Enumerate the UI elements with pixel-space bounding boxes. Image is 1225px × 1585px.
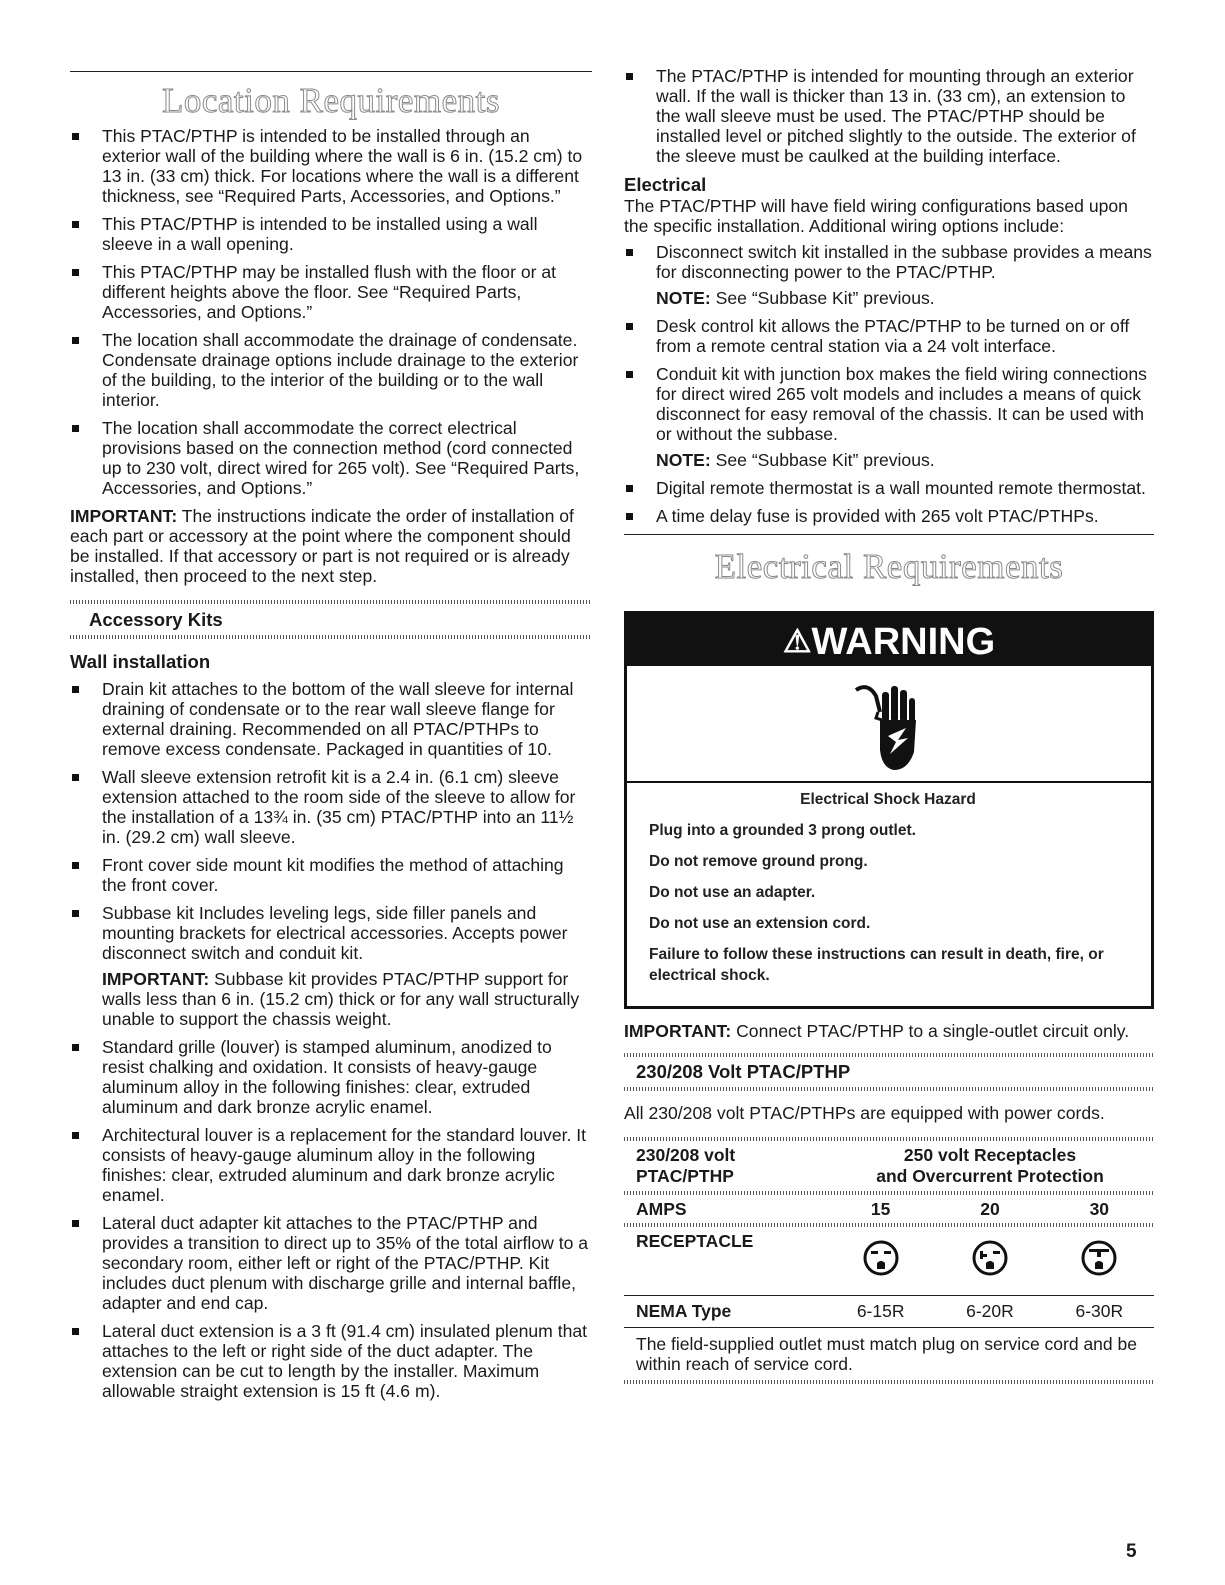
hatch-divider [70,635,592,639]
table-cell: 30 [1089,1198,1110,1219]
receptacle-6-15r-icon [862,1239,900,1277]
bullet-icon [72,425,79,432]
note: NOTE: See “Subbase Kit” previous. [656,288,935,308]
bullet-icon [72,1220,79,1227]
hatch-divider [624,1087,1154,1091]
hand-shock-icon [852,678,922,774]
warning-line: Electrical Shock Hazard [800,791,976,808]
table-cell: 15 [870,1198,891,1219]
list-item: Disconnect switch kit installed in the subbase provides a means for disconnecting power to the PTAC/PTHP. NOTE: See “Subbase Kit” previous. [624,242,1154,308]
kit-bullet-list [70,679,592,1401]
warning-line: Do not use an extension cord. [649,915,871,932]
warning-box [624,611,1154,1009]
bullet-icon [72,337,79,344]
list-item: Lateral duct extension is a 3 ft (91.4 cm) insulated plenum that attaches to the left or right side of the duct adapter. The extension can be cut to length by the installer. Maximum allowable straight extension is 15 ft (4.6 m). [70,1321,592,1401]
warning-header: ⚠WARNING [627,614,1151,666]
shock-hazard-icon [627,666,1151,783]
warning-line: Do not remove ground prong. [649,853,868,870]
section-rule [624,534,1154,535]
top-rule [70,71,592,72]
table-cell: NEMA Type [636,1300,732,1321]
note: NOTE: See “Subbase Kit” previous. [656,450,935,470]
important-paragraph: IMPORTANT: The instructions indicate the order of installation of each part or accessory at the point where the component should be installed. If that accessory or part is not required or is already installed, then proceed to the next step. [70,506,574,586]
bullet-icon [72,1328,79,1335]
table-cell [935,1227,1044,1295]
list-item: This PTAC/PTHP is intended to be installed using a wall sleeve in a wall opening. [70,214,592,254]
receptacle-table [624,1141,1154,1384]
table-row [624,1328,1154,1380]
list-item: The PTAC/PTHP is intended for mounting through an exterior wall. If the wall is thicker than 13 in. (33 cm), an extension to the wall sleeve must be used. The PTAC/PTHP should be installed level or pitched slightly to the outside. The exterior of the sleeve must be caulked at the building interface. [624,66,1154,166]
table-header: 230/208 volt PTAC/PTHP [636,1145,736,1186]
list-item: Lateral duct adapter kit attaches to the PTAC/PTHP and provides a transition to direct up to 35% of the total airflow to a secondary room, either left or right of the PTAC/PTHP. Kit includes duct plenum with discharge grille and internal baffle, adapter and end cap. [70,1213,592,1313]
table-cell: 6-15R [856,1300,905,1321]
list-item: Drain kit attaches to the bottom of the wall sleeve for internal draining of condensate or to the rear wall sleeve flange for external draining. Recommended on all PTAC/PTHPs to remove excess condensate. Packaged in quantities of 10. [70,679,592,759]
list-item: This PTAC/PTHP is intended to be installed through an exterior wall of the building where the wall is 6 in. (15.2 cm) to 13 in. (33 cm) thick. For locations where the wall is a different thickness, see “Required Parts, Accessories, and Options.” [70,126,592,206]
bullet-icon [626,73,633,80]
location-bullet-list [70,126,592,498]
list-item: Wall sleeve extension retrofit kit is a 2.4 in. (6.1 cm) sleeve extension attached to the room side of the sleeve to allow for the installation of a 13¾ in. (35 cm) PTAC/PTHP into an 11½ in. (29.2 cm) wall sleeve. [70,767,592,847]
bullet-icon [72,269,79,276]
table-cell: 20 [980,1198,1000,1219]
list-item: The location shall accommodate the correct electrical provisions based on the connection method (cord connected up to 230 volt, direct wired for 265 volt). See “Required Parts, Accessories, and Options.” [70,418,592,498]
table-header: 250 volt Receptacles and Overcurrent Protection [876,1145,1104,1186]
warning-text [627,783,1151,1006]
volt-heading: 230/208 Volt PTAC/PTHP [636,1061,851,1082]
important-paragraph: IMPORTANT: Connect PTAC/PTHP to a single-outlet circuit only. [624,1021,1130,1041]
electrical-requirements-title: Electrical Requirements [714,547,1064,586]
location-requirements-title: Location Requirements [161,81,501,120]
electrical-heading: Electrical [624,174,707,195]
table-footnote: The field-supplied outlet must match plug on service cord and be within reach of service cord. [636,1334,1137,1374]
bullet-icon [72,221,79,228]
list-item: Desk control kit allows the PTAC/PTHP to be turned on or off from a remote central station via a 24 volt interface. [624,316,1154,356]
list-item: Conduit kit with junction box makes the field wiring connections for direct wired 265 volt models and includes a means of quick disconnect for easy removal of the chassis. It can be used with or without the subbase. NOTE: See “Subbase Kit” previous. [624,364,1154,470]
warning-line: Plug into a grounded 3 prong outlet. [649,822,916,839]
list-item: Architectural louver is a replacement for the standard louver. It consists of heavy-gauge aluminum alloy in the following finishes: clear, extruded aluminum and dark bronze acrylic enamel. [70,1125,592,1205]
list-item: This PTAC/PTHP may be installed flush with the floor or at different heights above the floor. See “Required Parts, Accessories, and Options.” [70,262,592,322]
table-row [624,1227,1154,1295]
list-item: The location shall accommodate the drainage of condensate. Condensate drainage options include drainage to the exterior of the building, to the interior of the building or to the wall interior. [70,330,592,410]
list-item: Subbase kit Includes leveling legs, side filler panels and mounting brackets for electrical accessories. Accepts power disconnect switch and conduit kit. IMPORTANT: Subbase kit provides PTAC/PTHP support for walls less than 6 in. (15.2 cm) thick or for any wall structurally unable to support the chassis weight. [70,903,592,1029]
bullet-icon [626,249,633,256]
list-item: Digital remote thermostat is a wall mounted remote thermostat. [624,478,1154,498]
top-bullet-list [624,66,1154,166]
table-cell: RECEPTACLE [636,1231,754,1251]
bullet-icon [72,910,79,917]
table-row [624,1195,1154,1223]
warning-line: Do not use an adapter. [649,884,816,901]
bullet-icon [72,1044,79,1051]
table-cell [826,1227,935,1295]
table-cell [1045,1227,1154,1295]
table-cell: 6-30R [1075,1300,1124,1321]
electrical-bullet-list [624,242,1154,526]
bullet-icon [72,133,79,140]
bullet-icon [72,774,79,781]
electrical-intro: The PTAC/PTHP will have field wiring configurations based upon the specific installation. Additional wiring options include: [624,196,1128,236]
accessory-kits-heading: Accessory Kits [89,609,223,630]
list-item: Front cover side mount kit modifies the method of attaching the front cover. [70,855,592,895]
table-cell: 6-20R [966,1300,1014,1321]
table-cell: AMPS [636,1198,687,1219]
wall-installation-heading: Wall installation [70,651,211,672]
left-column [70,0,592,1409]
warning-triangle-icon: ⚠ [782,623,812,659]
bullet-icon [72,862,79,869]
page-number: 5 [1126,1541,1137,1562]
bullet-icon [626,513,633,520]
subbase-important-note: IMPORTANT: Subbase kit provides PTAC/PTHP support for walls less than 6 in. (15.2 cm) thick or for any wall structurally unable to support the chassis weight. [102,969,580,1029]
bullet-icon [626,323,633,330]
bullet-icon [72,1132,79,1139]
bullet-icon [626,485,633,492]
table-row [624,1296,1154,1328]
list-item: A time delay fuse is provided with 265 volt PTAC/PTHPs. [624,506,1154,526]
receptacle-6-20r-icon [971,1239,1009,1277]
bullet-icon [626,371,633,378]
list-item: Standard grille (louver) is stamped aluminum, anodized to resist chalking and oxidation. It consists of heavy-gauge aluminum alloy in the following finishes: clear, extruded aluminum and dark bronze acrylic enamel. [70,1037,592,1117]
volt-intro: All 230/208 volt PTAC/PTHPs are equipped with power cords. [624,1103,1105,1123]
bullet-icon [72,686,79,693]
right-column [624,0,1154,1384]
warning-line: Failure to follow these instructions can result in death, fire, or electrical shock. [649,946,1104,984]
receptacle-6-30r-icon [1080,1239,1118,1277]
